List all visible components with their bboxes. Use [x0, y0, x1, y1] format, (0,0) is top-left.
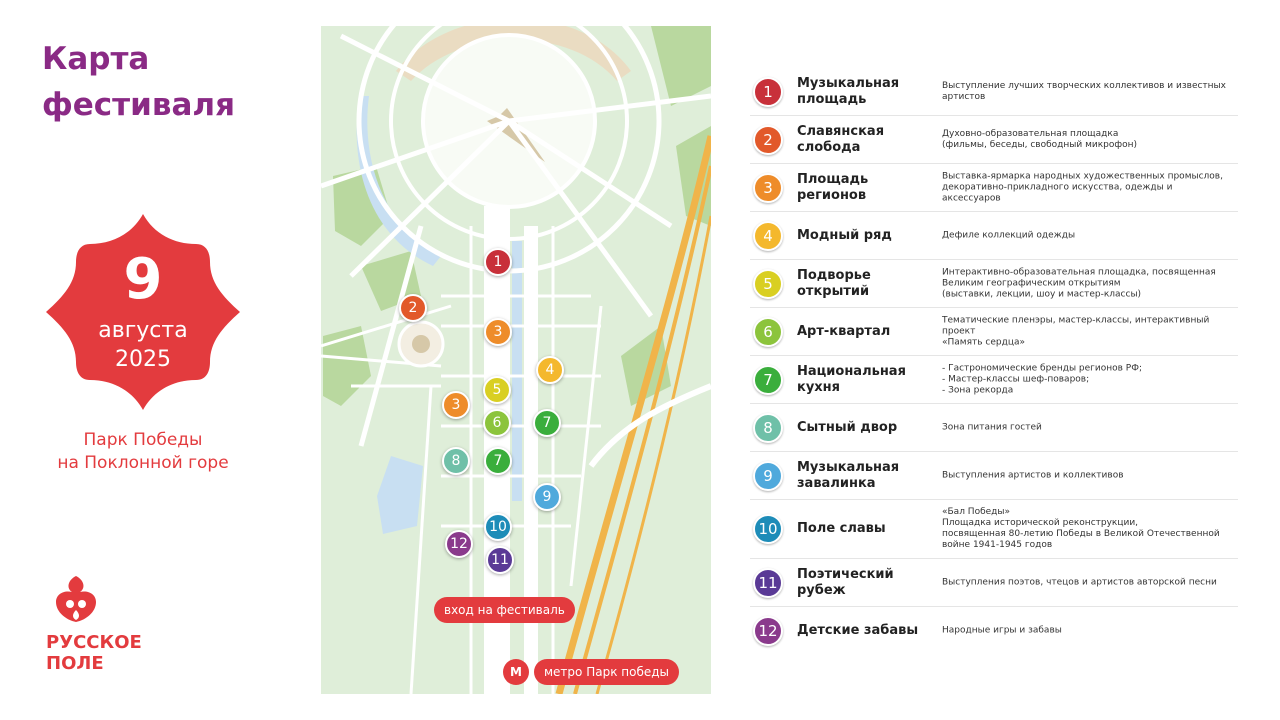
map-marker-11[interactable] — [486, 546, 514, 574]
legend-name-12: Детские забавы — [797, 622, 919, 638]
legend-desc-1-line-1: Выступление лучших творческих коллективов и известных — [942, 80, 1226, 91]
legend-desc-7-line-1: - Гастрономические бренды регионов РФ; — [942, 363, 1143, 373]
legend-item-10[interactable] — [750, 500, 1238, 559]
map-marker-3b-label: 3 — [451, 397, 461, 413]
legend-number-4: 4 — [753, 221, 783, 251]
legend-name-3: Площадь регионов — [797, 171, 869, 203]
map-marker-11-label: 11 — [491, 552, 509, 568]
map-marker-10[interactable] — [484, 513, 512, 541]
legend-desc-8 — [942, 422, 1234, 433]
map-marker-3[interactable] — [484, 318, 512, 346]
map-marker-5-label: 5 — [492, 382, 502, 398]
legend-desc-7-line-2: - Мастер-классы шеф-поваров; — [942, 374, 1090, 384]
festival-map[interactable] — [321, 26, 711, 694]
legend-name-11: Поэтический рубеж — [797, 566, 894, 598]
legend-name-4: Модный ряд — [797, 227, 892, 243]
map-marker-6[interactable] — [483, 409, 511, 437]
legend-item-2[interactable] — [750, 116, 1238, 164]
legend-desc-2-line-2: (фильмы, беседы, свободный микрофон) — [942, 139, 1137, 150]
date-badge-shape — [44, 212, 242, 412]
legend-number-9: 9 — [753, 461, 783, 491]
brand-name-line-1: РУССКОЕ — [46, 632, 142, 653]
legend-item-7[interactable] — [750, 356, 1238, 404]
legend-desc-1 — [942, 81, 1234, 103]
legend-name-10: Поле славы — [797, 521, 886, 536]
legend-name-7: Национальная кухня — [797, 363, 906, 395]
legend-desc-1-line-2: артистов — [942, 91, 986, 102]
legend-desc-11 — [942, 577, 1234, 588]
map-marker-3-label: 3 — [493, 324, 503, 340]
legend-item-5[interactable] — [750, 260, 1238, 308]
venue-line-2: на Поклонной горе — [57, 453, 229, 473]
map-marker-1-label: 1 — [493, 254, 503, 270]
legend-desc-3-line-1: Выставка-ярмарка народных художественных промыслов, — [942, 171, 1223, 181]
legend-number-10: 10 — [753, 514, 783, 544]
legend-item-9[interactable] — [750, 452, 1238, 500]
map-marker-12-label: 12 — [450, 536, 468, 552]
map-marker-9-label: 9 — [542, 489, 552, 505]
legend-item-1[interactable] — [750, 68, 1238, 116]
page-title — [42, 36, 235, 128]
map-marker-12[interactable] — [445, 530, 473, 558]
legend-desc-4-line-1: Дефиле коллекций одежды — [942, 230, 1076, 240]
firebird-icon — [46, 570, 106, 630]
map-marker-5[interactable] — [483, 376, 511, 404]
legend-name-6: Арт-квартал — [797, 323, 891, 339]
map-marker-9[interactable] — [533, 483, 561, 511]
map-marker-8[interactable] — [442, 447, 470, 475]
map-marker-3b[interactable] — [442, 391, 470, 419]
legend-desc-12-line-1: Народные игры и забавы — [942, 625, 1062, 635]
legend-desc-10-line-4: войне 1941-1945 годов — [942, 540, 1053, 550]
legend-desc-9-line-1: Выступления артистов и коллективов — [942, 470, 1124, 480]
legend-number-7: 7 — [753, 365, 783, 395]
legend-desc-3 — [942, 171, 1234, 204]
legend-name-9: Музыкальная завалинка — [797, 459, 900, 491]
legend-number-1: 1 — [753, 77, 783, 107]
legend-item-6[interactable] — [750, 308, 1238, 356]
date-month: августа — [98, 318, 188, 343]
legend-desc-12 — [942, 625, 1234, 636]
map-marker-2-label: 2 — [408, 300, 418, 316]
legend-name-1: Музыкальная площадь — [797, 75, 900, 107]
legend-desc-7 — [942, 363, 1234, 396]
legend-desc-4 — [942, 230, 1234, 241]
legend-desc-6-line-2: «Память сердца» — [942, 337, 1025, 347]
legend-number-8: 8 — [753, 413, 783, 443]
legend-desc-9 — [942, 470, 1234, 481]
legend-number-2: 2 — [753, 125, 783, 155]
map-marker-7[interactable] — [533, 409, 561, 437]
legend-desc-6-line-1: Тематические пленэры, мастер-классы, интерактивный проект — [942, 315, 1210, 336]
legend-number-12: 12 — [753, 616, 783, 646]
legend-desc-5 — [942, 267, 1234, 300]
map-marker-7-label: 7 — [542, 415, 552, 431]
metro-icon[interactable]: М — [503, 659, 529, 685]
map-base — [321, 26, 711, 694]
date-badge — [44, 212, 242, 412]
legend-desc-11-line-1: Выступления поэтов, чтецов и артистов авторской песни — [942, 577, 1217, 587]
legend-number-5: 5 — [753, 269, 783, 299]
date-year: 2025 — [115, 347, 171, 372]
legend-desc-8-line-1: Зона питания гостей — [942, 422, 1042, 432]
legend-desc-6 — [942, 315, 1234, 348]
legend-desc-5-line-1: Интерактивно-образовательная площадка, посвященная — [942, 267, 1216, 277]
legend-desc-7-line-3: - Зона рекорда — [942, 385, 1014, 395]
map-marker-7b-label: 7 — [493, 453, 503, 469]
legend-name-5: Подворье открытий — [797, 267, 871, 299]
legend-number-6: 6 — [753, 317, 783, 347]
date-day: 9 — [123, 247, 163, 312]
legend-item-8[interactable] — [750, 404, 1238, 452]
title-line-2: фестиваля — [42, 87, 235, 123]
legend-desc-10-line-3: посвященная 80-летию Победы в Великой Отечественной — [942, 529, 1220, 539]
brand-name-line-2: ПОЛЕ — [46, 653, 104, 674]
brand-logo — [46, 570, 156, 680]
legend-item-11[interactable] — [750, 559, 1238, 607]
legend-number-11: 11 — [753, 568, 783, 598]
legend-desc-5-line-3: (выставки, лекции, шоу и мастер-классы) — [942, 289, 1142, 299]
title-line-1: Карта — [42, 41, 150, 77]
legend-desc-10 — [942, 507, 1234, 551]
map-marker-2[interactable] — [399, 294, 427, 322]
map-marker-1[interactable] — [484, 248, 512, 276]
legend-desc-10-line-2: Площадка исторической реконструкции, — [942, 518, 1139, 528]
legend-desc-2-line-1: Духовно-образовательная площадка — [942, 128, 1119, 139]
map-marker-4-label: 4 — [545, 362, 555, 378]
map-marker-10-label: 10 — [489, 519, 507, 535]
legend-number-3: 3 — [753, 173, 783, 203]
legend-desc-5-line-2: Великим географическим открытиям — [942, 278, 1121, 288]
map-marker-6-label: 6 — [492, 415, 502, 431]
map-marker-7b[interactable] — [484, 447, 512, 475]
metro-label[interactable]: метро Парк победы — [534, 659, 679, 685]
legend-desc-2 — [942, 129, 1234, 151]
map-marker-4[interactable] — [536, 356, 564, 384]
venue-line-1: Парк Победы — [83, 430, 203, 450]
legend-name-2: Славянская слобода — [797, 123, 885, 155]
legend-name-8: Сытный двор — [797, 419, 898, 435]
entrance-label[interactable]: вход на фестиваль — [434, 597, 575, 623]
legend-item-3[interactable] — [750, 164, 1238, 212]
legend-item-4[interactable] — [750, 212, 1238, 260]
legend-list — [750, 68, 1238, 654]
map-marker-8-label: 8 — [451, 453, 461, 469]
legend-desc-10-line-1: «Бал Победы» — [942, 507, 1011, 517]
legend-desc-3-line-2: декоративно-прикладного искусства, одежды и аксессуаров — [942, 182, 1173, 203]
legend-item-12[interactable] — [750, 607, 1238, 654]
